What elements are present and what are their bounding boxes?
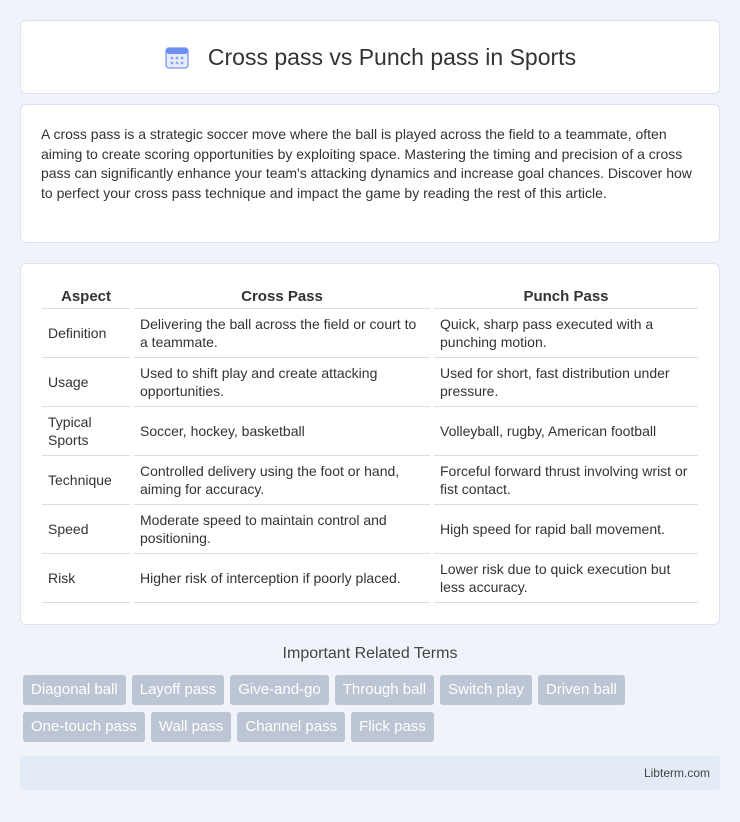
footer [20, 756, 720, 790]
row-punch-pass: Quick, sharp pass executed with a punching motion. [432, 309, 698, 358]
related-terms-tags [20, 675, 720, 742]
row-punch-pass: High speed for rapid ball movement. [432, 505, 698, 554]
row-aspect: Usage [42, 358, 132, 407]
row-punch-pass: Forceful forward thrust involving wrist or fist contact. [432, 456, 698, 505]
page-title: Cross pass vs Punch pass in Sports [207, 43, 577, 70]
intro-card [20, 104, 720, 243]
related-term-tag[interactable]: Give-and-go [230, 675, 329, 705]
row-cross-pass: Soccer, hockey, basketball [132, 407, 432, 456]
footer-site-link[interactable]: Libterm.com [643, 766, 710, 780]
comparison-table [42, 282, 698, 603]
row-aspect: Technique [42, 456, 132, 505]
intro-text: A cross pass is a strategic soccer move where the ball is played across the field to a teammate, often aiming to create scoring opportunities by exploiting space. Mastering the timing and precision of a cross pass can significantly enhance your team's attacking dynamics and increase goal chances. Discover how to perfect your cross pass technique and impact the game by reading the rest of this article. [41, 126, 692, 201]
row-cross-pass: Controlled delivery using the foot or hand, aiming for accuracy. [132, 456, 432, 505]
row-cross-pass: Moderate speed to maintain control and positioning. [132, 505, 432, 554]
table-row [42, 554, 698, 603]
table-row [42, 358, 698, 407]
table-row [42, 407, 698, 456]
related-term-tag[interactable]: One-touch pass [23, 712, 145, 742]
related-term-tag[interactable]: Through ball [335, 675, 434, 705]
related-term-tag[interactable]: Diagonal ball [23, 675, 126, 705]
related-terms-section [20, 645, 720, 742]
comparison-table-card [20, 263, 720, 625]
header-aspect: Aspect [42, 282, 132, 309]
related-term-tag[interactable]: Channel pass [237, 712, 345, 742]
table-row [42, 505, 698, 554]
row-aspect: Speed [42, 505, 132, 554]
related-term-tag[interactable]: Layoff pass [132, 675, 224, 705]
row-cross-pass: Higher risk of interception if poorly placed. [132, 554, 432, 603]
related-terms-title: Important Related Terms [282, 645, 458, 662]
row-aspect: Definition [42, 309, 132, 358]
table-row [42, 456, 698, 505]
row-cross-pass: Used to shift play and create attacking opportunities. [132, 358, 432, 407]
table-row [42, 309, 698, 358]
row-aspect: Risk [42, 554, 132, 603]
related-term-tag[interactable]: Wall pass [151, 712, 231, 742]
calendar-icon [164, 44, 190, 70]
related-term-tag[interactable]: Driven ball [538, 675, 625, 705]
row-aspect: Typical Sports [42, 407, 132, 456]
row-punch-pass: Used for short, fast distribution under pressure. [432, 358, 698, 407]
table-header-row [42, 282, 698, 309]
header-punch-pass: Punch Pass [432, 282, 698, 309]
row-punch-pass: Lower risk due to quick execution but less accuracy. [432, 554, 698, 603]
header-cross-pass: Cross Pass [132, 282, 432, 309]
row-cross-pass: Delivering the ball across the field or court to a teammate. [132, 309, 432, 358]
related-term-tag[interactable]: Flick pass [351, 712, 434, 742]
title-card [20, 20, 720, 94]
related-term-tag[interactable]: Switch play [440, 675, 532, 705]
row-punch-pass: Volleyball, rugby, American football [432, 407, 698, 456]
